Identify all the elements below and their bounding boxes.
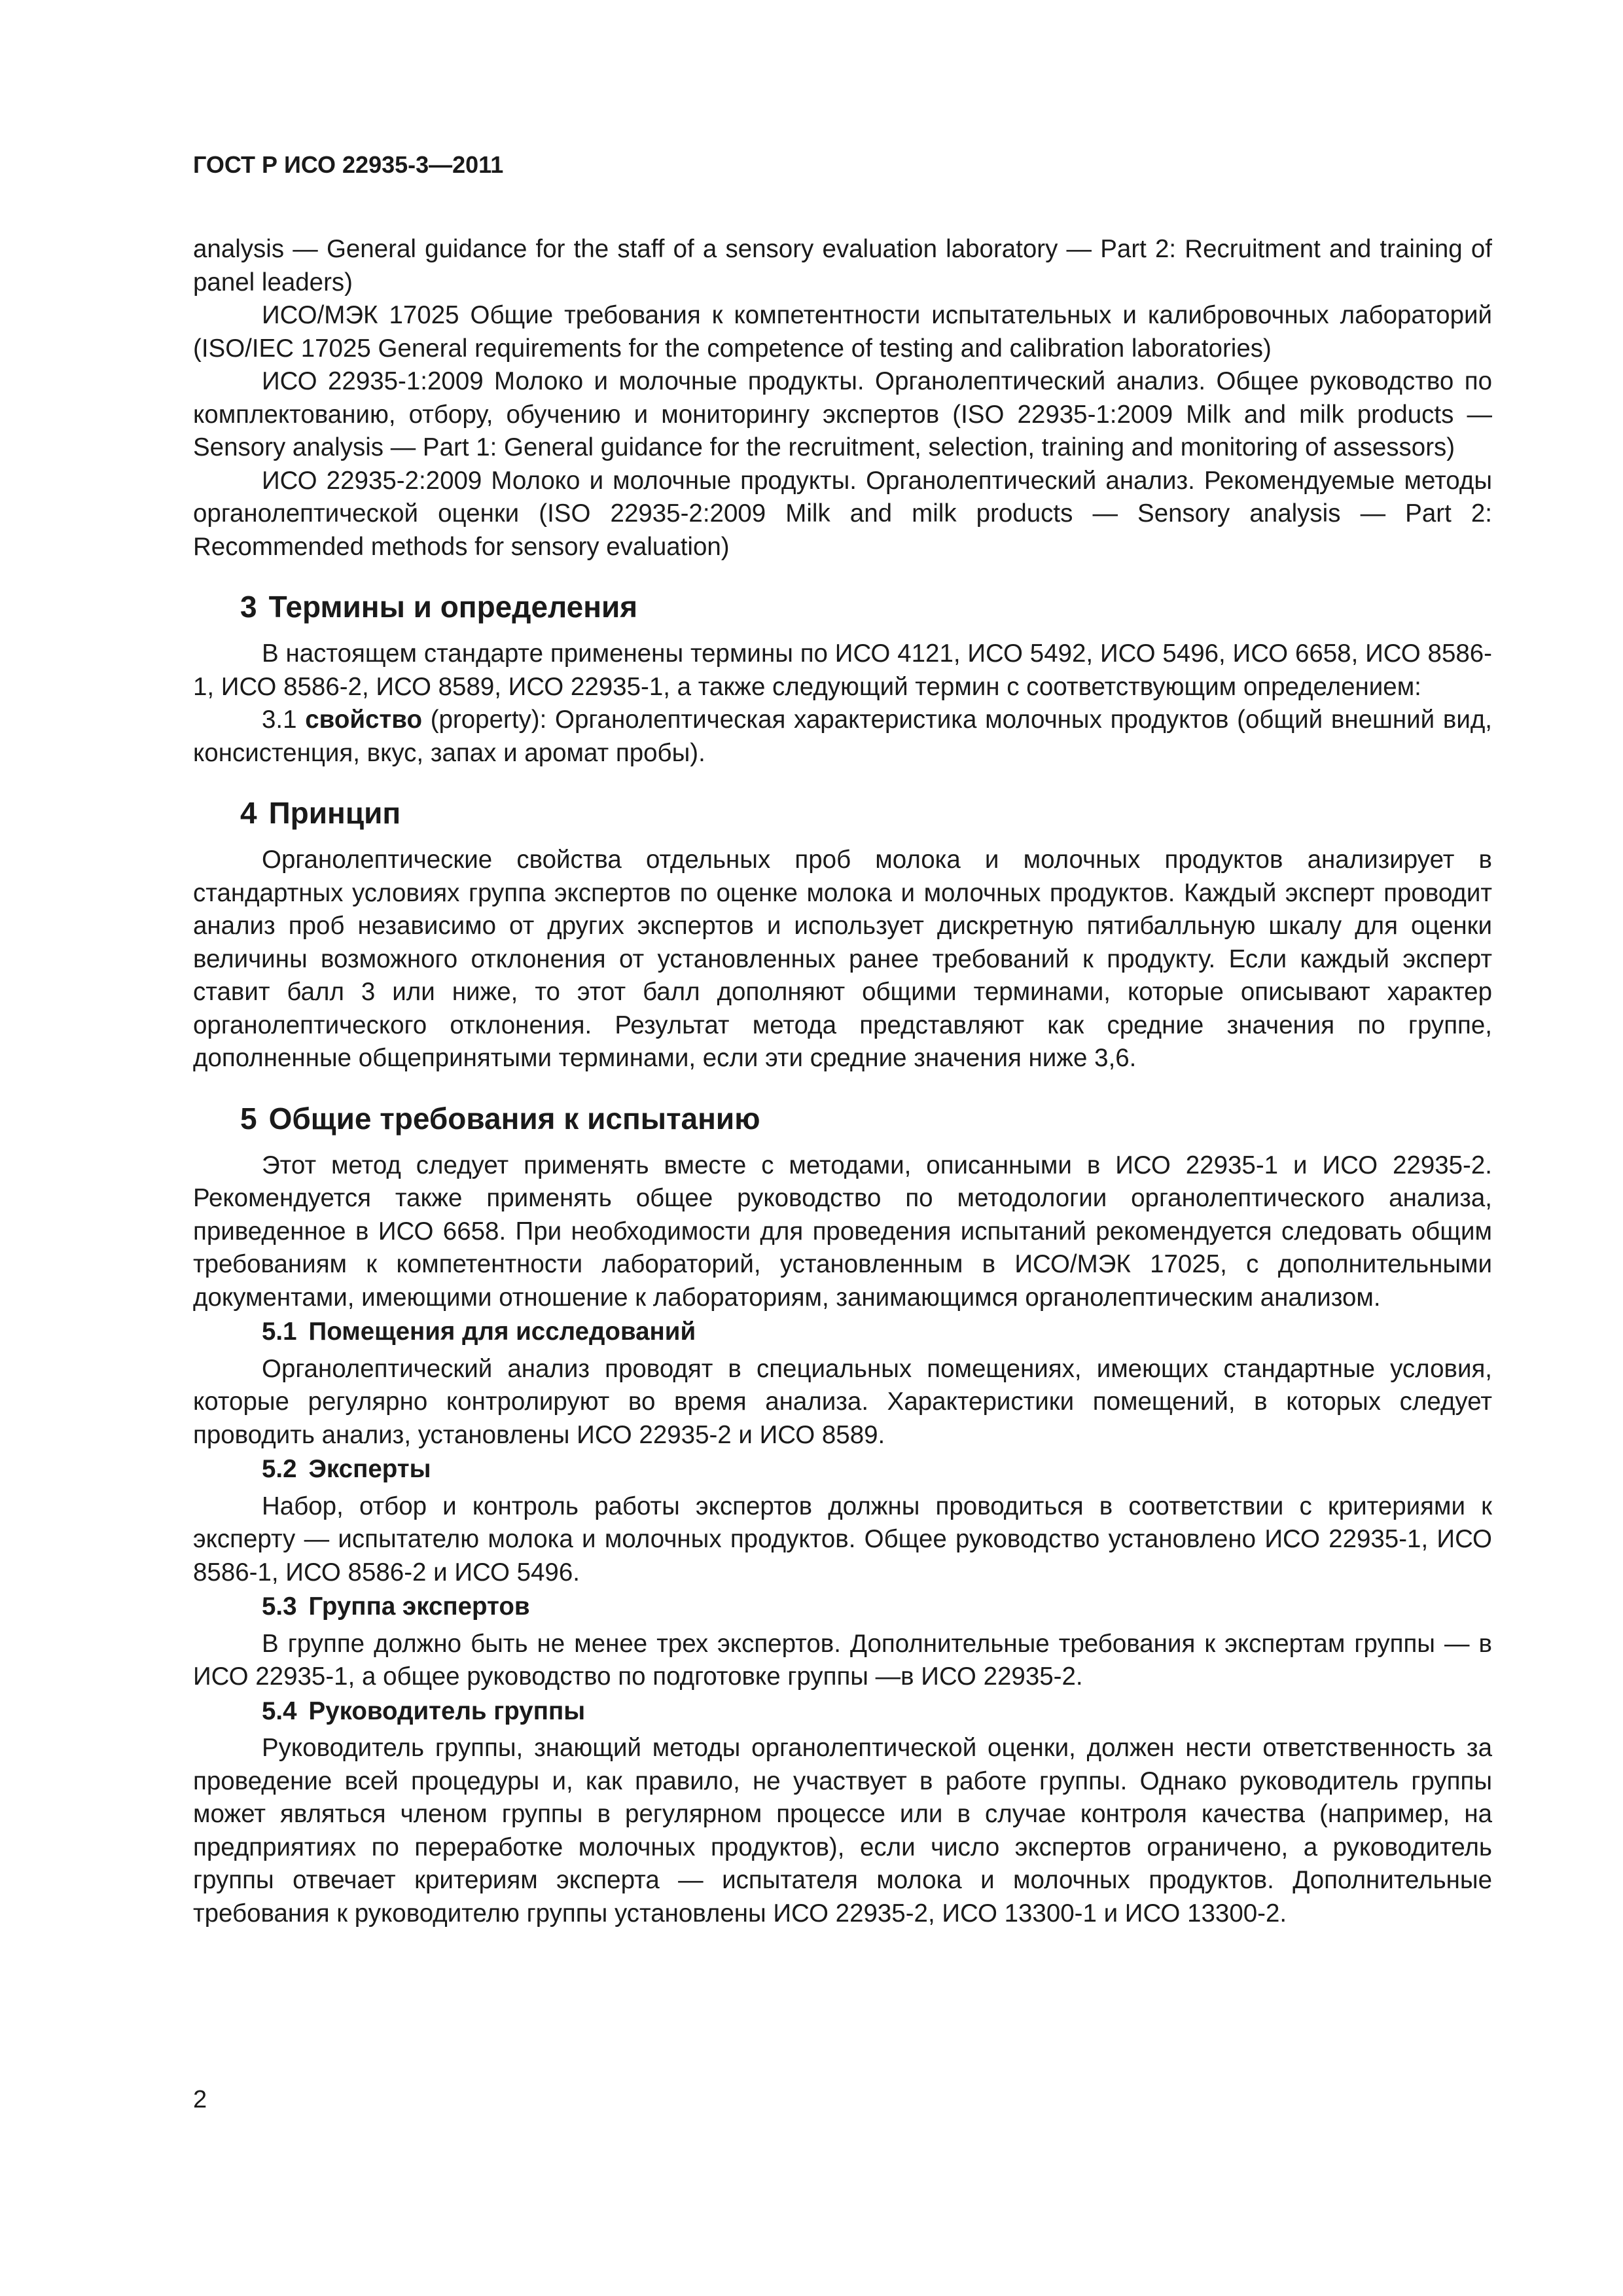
subsection-title: Группа экспертов: [308, 1592, 530, 1621]
subsection-title: Руководитель группы: [308, 1696, 586, 1725]
section-5-paragraph: Этот метод следует применять вместе с методами, описанными в ИСО 22935-1 и ИСО 22935-2. Рекомендуется также применять общее руководство по методологии органолептического анализа, приведенное в ИСО 6658. При необходимости для проведения испытаний рекомендуется следовать общим требованиям к компетентности лабораторий, установленным в ИСО/МЭК 17025, с дополнительными документами, имеющими отношение к лабораториям, занимающимся органолептическим анализом.: [193, 1151, 1492, 1312]
ref-iso-22935-2: ИСО 22935-2:2009 Молоко и молочные продукты. Органолептический анализ. Рекомендуемые методы органолептической оценки (ISO 22935-2:2009 Milk and milk products — Sensory analysis — Part 2: Recommended methods for sensory evaluation): [193, 466, 1492, 561]
definition-text: (property): Органолептическая характеристика молочных продуктов (общий внешний вид, консистенция, вкус, запах и аромат пробы).: [193, 706, 1493, 767]
ref-continuation: analysis — General guidance for the staff of a sensory evaluation laboratory — Part 2: Recruitment and training of panel leaders): [193, 235, 1492, 296]
subsection-5-4-heading: [193, 1695, 1492, 1729]
document-header: ГОСТ Р ИСО 22935-3—2011: [193, 151, 504, 178]
section-number: 5: [240, 1101, 257, 1136]
section-title: Термины и определения: [268, 590, 638, 624]
subsection-5-4-text: Руководитель группы, знающий методы органолептической оценки, должен нести ответственность за проведение всей процедуры и, как правило, не участвует в работе группы. Однако руководитель группы может являться членом группы в регулярном процессе или в случае контроля качества (например, на предприятиях по переработке молочных продуктов), если число экспертов ограничено, а руководитель группы отвечает критериям эксперта — испытателя молока и молочных продуктов. Дополнительные требования к руководителю группы установлены ИСО 22935-2, ИСО 13300-1 и ИСО 13300-2.: [193, 1734, 1492, 1928]
subsection-number: 5.4: [262, 1696, 297, 1725]
definition-term: свойство: [305, 706, 422, 734]
section-4-paragraph: Органолептические свойства отдельных проб молока и молочных продуктов анализирует в стандартных условиях группа экспертов по оценке молока и молочных продуктов. Каждый эксперт проводит анализ проб независимо от других экспертов и использует дискретную пятибалльную шкалу для оценки величины возможного отклонения от установленных ранее требований к продукту. Если каждый эксперт ставит балл 3 или ниже, то этот балл дополняют общими терминами, которые описывают характер органолептического отклонения. Результат метода представляют как средние значения по группе, дополненные общепринятыми терминами, если эти средние значения ниже 3,6.: [193, 846, 1492, 1072]
document-page: [193, 151, 1492, 1930]
subsection-5-1-text: Органолептический анализ проводят в специальных помещениях, имеющих стандартные условия, которые регулярно контролируют во время анализа. Характеристики помещений, в которых следует проводить анализ, установлены ИСО 22935-2 и ИСО 8589.: [193, 1354, 1492, 1449]
ref-iso-iec-17025: ИСО/МЭК 17025 Общие требования к компетентности испытательных и калибровочных лабораторий (ISO/IEC 17025 General requirements for the competence of testing and calibration laboratories): [193, 301, 1492, 363]
section-4-heading: [193, 794, 1492, 832]
section-number: 3: [240, 590, 257, 624]
subsection-title: Эксперты: [308, 1455, 431, 1483]
subsection-5-2-heading: [193, 1453, 1492, 1486]
page-number: 2: [193, 2086, 207, 2113]
subsection-number: 5.3: [262, 1592, 297, 1621]
section-title: Принцип: [268, 796, 401, 830]
section-number: 4: [240, 796, 257, 830]
subsection-5-2-text: Набор, отбор и контроль работы экспертов должны проводиться в соответствии с критериями к эксперту — испытателю молока и молочных продуктов. Общее руководство установлено ИСО 22935-1, ИСО 8586-1, ИСО 8586-2 и ИСО 5496.: [193, 1492, 1492, 1587]
ref-iso-22935-1: ИСО 22935-1:2009 Молоко и молочные продукты. Органолептический анализ. Общее руководство по комплектованию, отбору, обучению и мониторингу экспертов (ISO 22935-1:2009 Milk and milk products — Sensory analysis — Part 1: General guidance for the recruitment, selection, training and monitoring of assessors): [193, 367, 1492, 461]
section-3-paragraph: В настоящем стандарте применены термины по ИСО 4121, ИСО 5492, ИСО 5496, ИСО 6658, ИСО 8586-1, ИСО 8586-2, ИСО 8589, ИСО 22935-1, а также следующий термин с соответствующим определением:: [193, 639, 1492, 701]
subsection-5-1-heading: [193, 1316, 1492, 1349]
subsection-number: 5.1: [262, 1318, 297, 1346]
subsection-5-3-heading: [193, 1590, 1492, 1624]
section-title: Общие требования к испытанию: [268, 1101, 760, 1136]
definition-number: 3.1: [262, 706, 297, 734]
subsection-title: Помещения для исследований: [308, 1318, 696, 1346]
section-5-heading: [193, 1100, 1492, 1138]
section-3-heading: [193, 588, 1492, 626]
subsection-5-3-text: В группе должно быть не менее трех экспертов. Дополнительные требования к экспертам группы — в ИСО 22935-1, а общее руководство по подготовке группы —в ИСО 22935-2.: [193, 1629, 1492, 1691]
definition-3-1: [193, 704, 1492, 770]
subsection-number: 5.2: [262, 1455, 297, 1483]
